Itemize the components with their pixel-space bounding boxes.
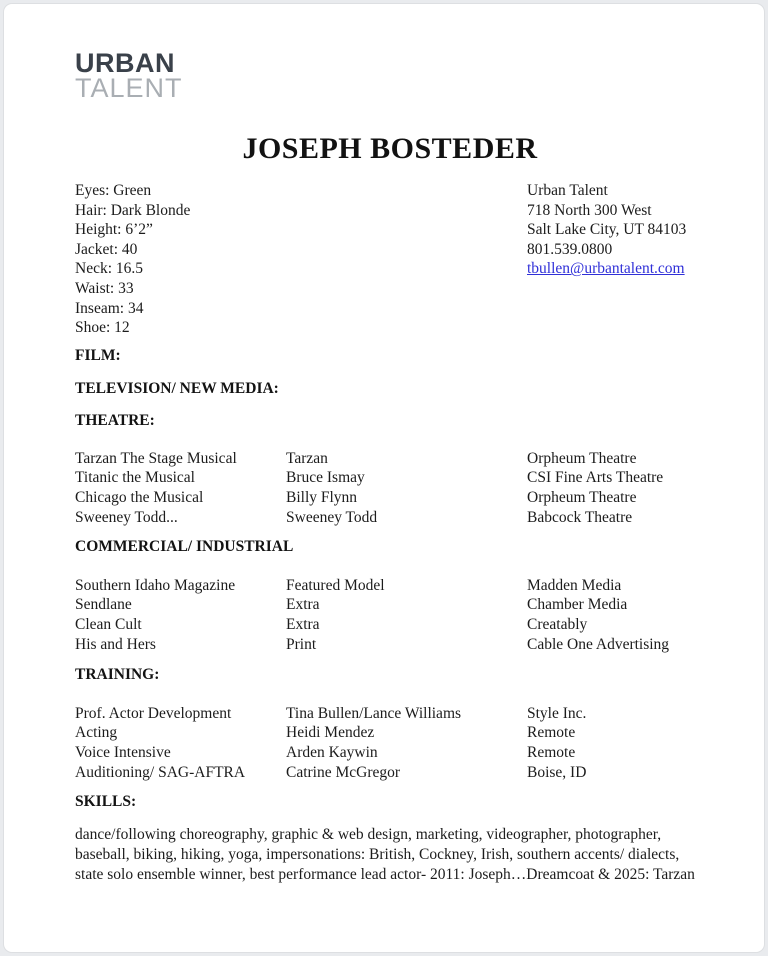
training-row bbox=[75, 763, 705, 783]
commercial-row bbox=[75, 615, 705, 635]
commercial-row bbox=[75, 595, 705, 615]
role-cell: Sweeney Todd bbox=[286, 508, 378, 526]
location-cell: Style Inc. bbox=[527, 704, 587, 722]
logo-talent-text: TALENT bbox=[75, 73, 183, 103]
theatre-row bbox=[75, 488, 705, 508]
section-heading-skills: SKILLS: bbox=[75, 793, 137, 811]
client-cell: His and Hers bbox=[75, 635, 156, 653]
section-heading-commercial: COMMERCIAL/ INDUSTRIAL bbox=[75, 538, 294, 556]
agency-cell: Cable One Advertising bbox=[527, 635, 670, 653]
theatre-table bbox=[75, 449, 705, 527]
skills-line: baseball, biking, hiking, yoga, impersonations: British, Cockney, Irish, southern accents/ dialects, bbox=[75, 845, 680, 863]
location-cell: Remote bbox=[527, 724, 576, 742]
instructor-cell: Arden Kaywin bbox=[286, 743, 378, 761]
venue-cell: CSI Fine Arts Theatre bbox=[527, 469, 664, 487]
urban-talent-logo bbox=[75, 50, 705, 101]
production-cell: Tarzan The Stage Musical bbox=[75, 449, 237, 467]
training-table bbox=[75, 704, 705, 782]
role-cell: Print bbox=[286, 635, 317, 653]
venue-cell: Orpheum Theatre bbox=[527, 449, 637, 467]
skills-line: dance/following choreography, graphic & web design, marketing, videographer, photographer, bbox=[75, 825, 662, 843]
info-row bbox=[75, 181, 705, 339]
venue-cell: Orpheum Theatre bbox=[527, 488, 637, 506]
location-cell: Remote bbox=[527, 743, 576, 761]
client-cell: Southern Idaho Magazine bbox=[75, 576, 236, 594]
agency-street: 718 North 300 West bbox=[527, 201, 652, 219]
instructor-cell: Catrine McGregor bbox=[286, 763, 401, 781]
venue-cell: Babcock Theatre bbox=[527, 508, 633, 526]
stat-neck: Neck: 16.5 bbox=[75, 260, 144, 278]
production-cell: Chicago the Musical bbox=[75, 488, 204, 506]
theatre-row bbox=[75, 468, 705, 488]
role-cell: Tarzan bbox=[286, 449, 328, 467]
commercial-row bbox=[75, 576, 705, 596]
agency-email-row bbox=[527, 259, 686, 279]
agency-cell: Chamber Media bbox=[527, 596, 628, 614]
stat-hair: Hair: Dark Blonde bbox=[75, 201, 191, 219]
instructor-cell: Tina Bullen/Lance Williams bbox=[286, 704, 462, 722]
resume-page bbox=[4, 4, 764, 952]
training-row bbox=[75, 743, 705, 763]
course-cell: Voice Intensive bbox=[75, 743, 171, 761]
role-cell: Bruce Ismay bbox=[286, 469, 365, 487]
agency-cell: Creatably bbox=[527, 615, 588, 633]
skills-paragraph bbox=[75, 825, 705, 885]
role-cell: Extra bbox=[286, 615, 320, 633]
theatre-row bbox=[75, 508, 705, 528]
training-row bbox=[75, 704, 705, 724]
commercial-table bbox=[75, 576, 705, 654]
theatre-row bbox=[75, 449, 705, 469]
agency-phone: 801.539.0800 bbox=[527, 240, 613, 258]
course-cell: Acting bbox=[75, 724, 118, 742]
course-cell: Auditioning/ SAG-AFTRA bbox=[75, 763, 246, 781]
training-row bbox=[75, 723, 705, 743]
production-cell: Sweeney Todd... bbox=[75, 508, 178, 526]
client-cell: Sendlane bbox=[75, 596, 132, 614]
logo-urban-text: URBAN bbox=[75, 48, 175, 78]
page-content bbox=[4, 4, 764, 885]
section-heading-television: TELEVISION/ NEW MEDIA: bbox=[75, 379, 279, 397]
section-heading-film: FILM: bbox=[75, 347, 121, 364]
email-link[interactable]: tbullen@urbantalent.com bbox=[527, 260, 685, 278]
role-cell: Extra bbox=[286, 596, 320, 614]
instructor-cell: Heidi Mendez bbox=[286, 724, 375, 742]
commercial-row bbox=[75, 635, 705, 655]
production-cell: Titanic the Musical bbox=[75, 469, 195, 487]
course-cell: Prof. Actor Development bbox=[75, 704, 232, 722]
client-cell: Clean Cult bbox=[75, 615, 142, 633]
stat-eyes: Eyes: Green bbox=[75, 182, 152, 199]
stat-inseam: Inseam: 34 bbox=[75, 299, 144, 317]
section-heading-theatre: THEATRE: bbox=[75, 412, 155, 430]
agency-cell: Madden Media bbox=[527, 576, 622, 594]
agency-name: Urban Talent bbox=[527, 182, 608, 199]
stat-waist: Waist: 33 bbox=[75, 279, 134, 297]
agency-contact-block bbox=[527, 181, 686, 279]
role-cell: Billy Flynn bbox=[286, 488, 358, 506]
stat-jacket: Jacket: 40 bbox=[75, 240, 138, 258]
section-heading-training: TRAINING: bbox=[75, 666, 160, 684]
role-cell: Featured Model bbox=[286, 576, 385, 594]
skills-line: state solo ensemble winner, best performance lead actor- 2011: Joseph…Dreamcoat & 2025: Tarzan bbox=[75, 865, 695, 883]
page-title: JOSEPH BOSTEDER bbox=[242, 132, 538, 165]
agency-city: Salt Lake City, UT 84103 bbox=[527, 221, 687, 239]
stat-height: Height: 6’2” bbox=[75, 221, 153, 239]
location-cell: Boise, ID bbox=[527, 763, 587, 781]
stat-shoe: Shoe: 12 bbox=[75, 319, 130, 337]
